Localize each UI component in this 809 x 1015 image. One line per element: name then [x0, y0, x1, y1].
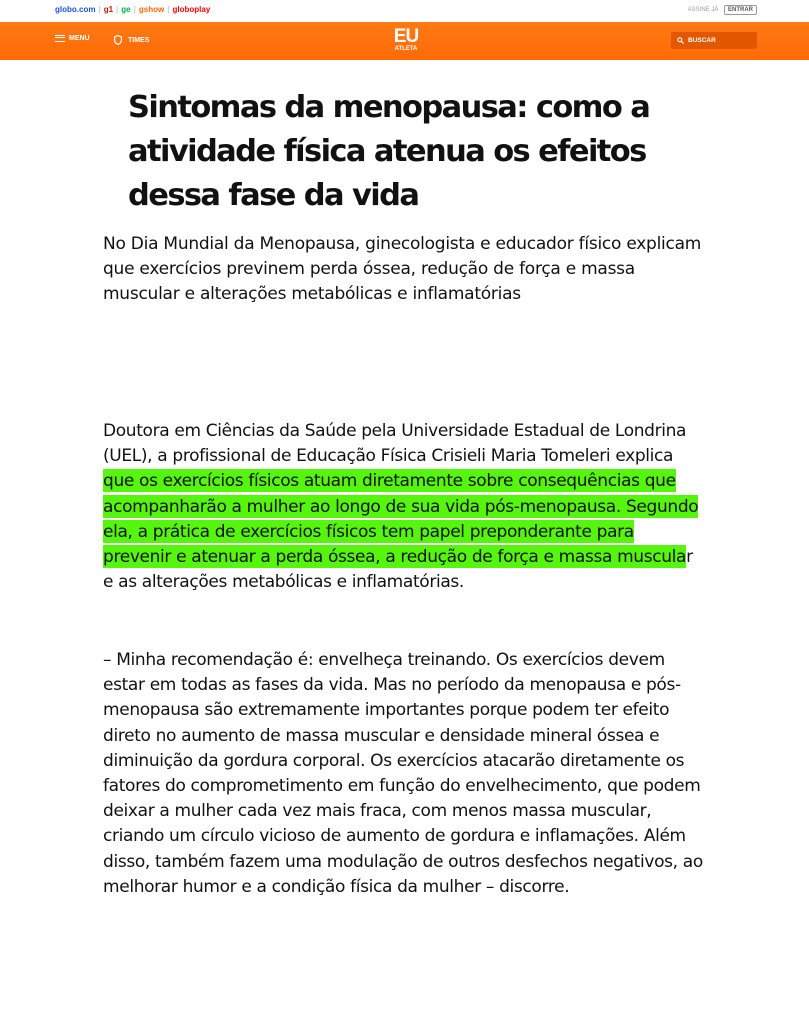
search-icon	[677, 37, 684, 44]
globo-top-bar	[0, 0, 809, 23]
subscribe-link[interactable]: ASSINE JÁ	[687, 7, 719, 13]
highlighted-text: que os exercícios físicos atuam diretamente sobre consequências que acompanharão a mulher ao longo de sua vida pós-menopausa. Segundo ela, a prática de exercícios físicos tem papel preponderante para prevenir e atenuar a perda óssea, a redução de força e massa muscula	[103, 471, 699, 568]
logo-main-text: EU	[393, 26, 419, 47]
site-header	[0, 22, 809, 60]
menu-button[interactable]	[55, 35, 90, 42]
article-title: Sintomas da menopausa: como a atividade física atenua os efeitos dessa fase da vida	[128, 90, 650, 213]
brand-link-gshow[interactable]: gshow	[138, 5, 165, 14]
paragraph-text: Doutora em Ciências da Saúde pela Universidade Estadual de Londrina (UEL), a profissional de Educação Física Crisieli Maria Tomeleri explica	[103, 421, 687, 467]
brand-link-ge[interactable]: ge	[121, 5, 131, 14]
search-input[interactable]	[671, 32, 757, 49]
account-area	[688, 5, 757, 15]
logo-sub-text: ATLETA	[394, 46, 418, 52]
menu-label: MENU	[69, 35, 90, 42]
shield-icon	[114, 35, 122, 45]
article-paragraph: – Minha recomendação é: envelheça treinando. Os exercícios devem estar em todas as fases da vida. Mas no período da menopausa e pós-menopausa são extremamente importantes porque podem ter efeito direto no aumento de massa muscular e densidade mineral óssea e diminuição da gordura corporal. Os exercícios atacarão diretamente os fatores do comprometimento em função do envelhecimento, que podem deixar a mulher cada vez mais fraca, com menos massa muscular, criando um círculo vicioso de aumento de gordura e inflamações. Além disso, também fazem uma modulação de outros desfechos negativos, ao melhorar humor e a condição física da mulher – discorre.	[103, 650, 703, 897]
brand-link-g1[interactable]: g1	[103, 5, 114, 14]
hamburger-icon	[55, 35, 65, 42]
paragraph-text: r e as alterações metabólicas e inflamatórias.	[103, 547, 693, 593]
brand-links	[55, 5, 213, 14]
brand-link-globo[interactable]: globo.com	[55, 5, 96, 14]
search-placeholder: BUSCAR	[688, 37, 716, 44]
brand-link-globoplay[interactable]: globoplay	[172, 5, 211, 14]
eu-atleta-logo[interactable]	[389, 28, 423, 53]
brand-separator: |	[116, 5, 119, 14]
brand-separator: |	[133, 5, 136, 14]
brand-separator: |	[167, 5, 170, 14]
article-paragraph	[103, 419, 703, 595]
brand-separator: |	[98, 5, 101, 14]
times-button[interactable]	[114, 35, 149, 45]
article-subtitle: No Dia Mundial da Menopausa, ginecologista e educador físico explicam que exercícios previnem perda óssea, redução de força e massa muscular e alterações metabólicas e inflamatórias	[103, 234, 702, 304]
login-button[interactable]: ENTRAR	[724, 5, 757, 15]
times-label: TIMES	[128, 36, 150, 44]
